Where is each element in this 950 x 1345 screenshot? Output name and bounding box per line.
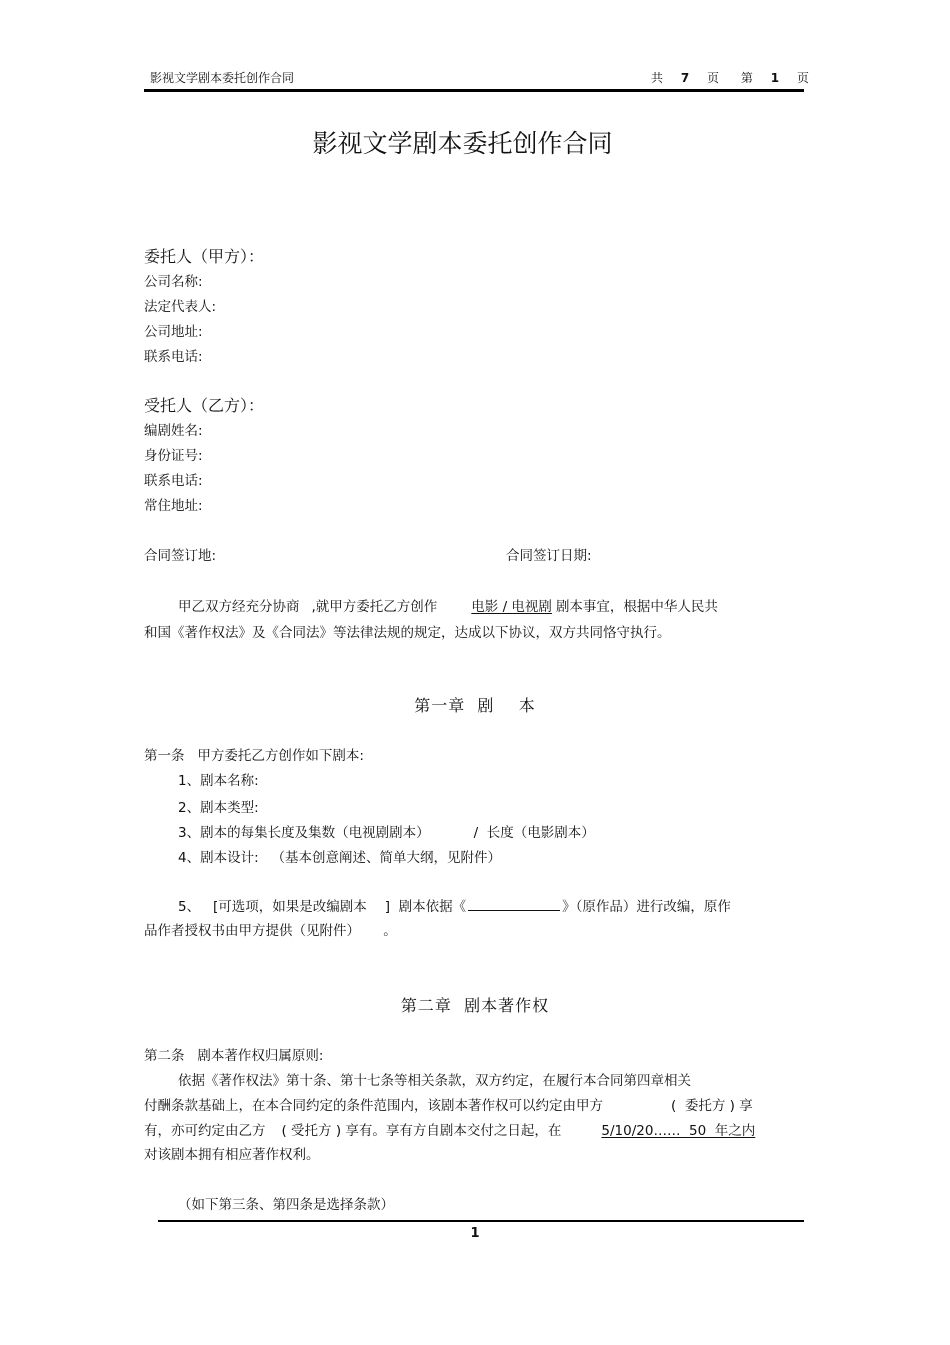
party-b-address: 常住地址:: [144, 498, 203, 514]
intro-work-type-blank: 电影 / 电视剧: [471, 599, 552, 615]
item-5-line-1: [178, 895, 731, 915]
signing-place-label: 合同签订地:: [144, 548, 217, 564]
chapter-2-title-text: 第二章 剧本著作权: [400, 996, 550, 1015]
party-b-heading: 受托人（乙方）：: [144, 396, 265, 415]
item-5-line-2: [144, 919, 397, 939]
party-b-writer-name: 编剧姓名:: [144, 423, 203, 439]
header-total-pages: 7: [680, 71, 690, 85]
intro-text-c: 剧本事宜，根据中华人民共: [555, 599, 718, 615]
header-page-info: [651, 69, 809, 86]
copyright-term-blank: 5/10/20…… 50 年之内: [601, 1123, 756, 1139]
article-2-line-3-text-b: ( 受托方 ) 享有。享有方自剧本交付之日起，在: [281, 1123, 562, 1139]
document-title: 影视文学剧本委托创作合同: [312, 129, 613, 158]
signing-date-label: 合同签订日期:: [506, 548, 592, 564]
article-2-line-2-text-a: 付酬条款基础上，在本合同约定的条件范围内，该剧本著作权可以约定由甲方: [144, 1098, 603, 1114]
item-3-text-a: 3、剧本的每集长度及集数（电视剧剧本）: [178, 825, 430, 841]
item-1-script-name: 1、剧本名称:: [178, 773, 259, 789]
party-a-address: 公司地址:: [144, 324, 203, 340]
header-total-post: 页: [707, 71, 720, 85]
article-1: 第一条 甲方委托乙方创作如下剧本:: [144, 748, 364, 764]
item-4-script-design: 4、剧本设计: （基本创意阐述、简单大纲，见附件）: [178, 850, 502, 866]
item-2-script-type: 2、剧本类型:: [178, 800, 259, 816]
header-current-page: 1: [770, 71, 780, 85]
article-2-para-line-3: [144, 1119, 755, 1139]
header-current-pre: 第: [740, 71, 753, 85]
item-5-text-b: ] 剧本依据《: [384, 899, 467, 915]
chapter-1-title-text: 第一章 剧 本: [414, 696, 536, 715]
optional-clauses-note: （如下第三条、第四条是选择条款）: [178, 1197, 394, 1213]
party-b-id-number: 身份证号:: [144, 448, 203, 464]
item-3-text-b: / 长度（电影剧本）: [473, 825, 595, 841]
intro-text-b: ,就甲方委托乙方创作: [311, 599, 438, 615]
intro-text-a: 甲乙双方经充分协商: [178, 599, 300, 615]
original-work-blank: [468, 898, 560, 911]
item-5-text-c: 》（原作品）进行改编，原作: [562, 899, 731, 915]
article-2-para-line-2: [144, 1094, 753, 1114]
header-doc-name: 影视文学剧本委托创作合同: [150, 71, 295, 85]
party-a-legal-rep: 法定代表人:: [144, 299, 217, 315]
intro-line-1: [178, 595, 718, 615]
item-5-text-a: 5、 [可选项，如果是改编剧本: [178, 899, 367, 915]
intro-line-2: 和国《著作权法》及《合同法》等法律法规的规定，达成以下协议，双方共同恪守执行。: [144, 625, 671, 641]
footer-rule: [158, 1220, 804, 1222]
chapter-1-title: [0, 693, 950, 716]
header-total-pre: 共: [651, 71, 664, 85]
article-2-client-party: ( 委托方 ) 享: [671, 1098, 753, 1114]
party-a-heading: 委托人（甲方）：: [144, 247, 265, 266]
party-a-phone: 联系电话:: [144, 349, 203, 365]
page-number: 1: [470, 1226, 480, 1241]
article-2: 第二条 剧本著作权归属原则:: [144, 1048, 324, 1064]
article-2-line-3-text-a: 有，亦可约定由乙方: [144, 1123, 266, 1139]
party-a-company-name: 公司名称:: [144, 274, 203, 290]
item-5-line-2-end: 。: [383, 923, 397, 939]
header-current-post: 页: [796, 71, 809, 85]
party-b-phone: 联系电话:: [144, 473, 203, 489]
chapter-2-title: [0, 993, 950, 1016]
item-5-line-2-text: 品作者授权书由甲方提供（见附件）: [144, 923, 354, 939]
header-rule: [144, 89, 804, 92]
article-2-para-line-4: 对该剧本拥有相应著作权利。: [144, 1147, 320, 1163]
item-3-episode-length: [178, 821, 595, 841]
article-2-para-line-1: 依据《著作权法》第十条、第十七条等相关条款，双方约定，在履行本合同第四章相关: [178, 1073, 691, 1089]
